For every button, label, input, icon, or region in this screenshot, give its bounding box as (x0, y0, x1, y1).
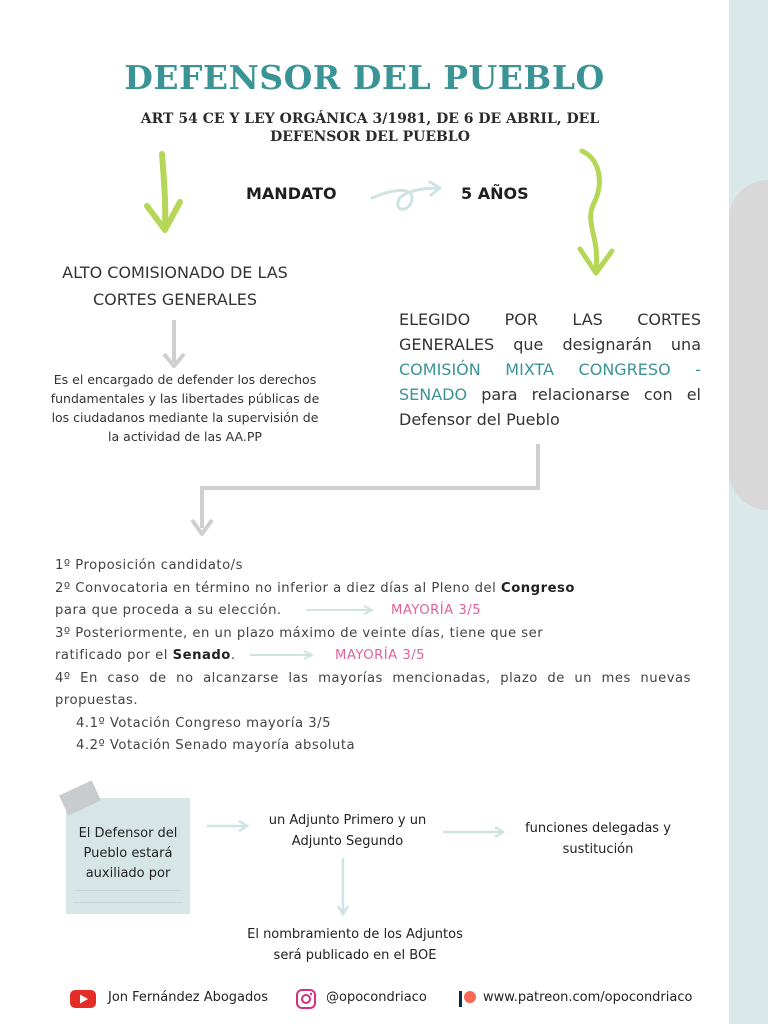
page-subtitle (130, 110, 610, 146)
step-3-arrow-icon (250, 650, 316, 660)
note-line-1: El Defensor del (78, 826, 178, 841)
encargado-description (30, 370, 340, 446)
step-3-line-2 (55, 645, 691, 668)
adjunto-arrow-icon (443, 826, 507, 838)
elegido-text (399, 307, 701, 432)
subtitle-line-1: ART 54 CE Y LEY ORGÁNICA 3/1981, DE 6 DE ABRIL, DEL (140, 111, 600, 127)
step-3-dot: . (230, 648, 236, 663)
instagram-icon (296, 989, 316, 1009)
mandato-label: MANDATO (246, 184, 337, 203)
adjunto-line-2: Adjunto Segundo (291, 834, 404, 849)
footer-youtube[interactable]: Jon Fernández Abogados (108, 990, 268, 1005)
encargado-line-4: la actividad de las AA.PP (108, 429, 262, 444)
note-arrow-icon (207, 820, 251, 832)
alto-line-2: CORTES GENERALES (92, 290, 258, 309)
step-1: 1º Proposición candidato/s (55, 558, 243, 573)
procedure-steps (55, 555, 691, 758)
gray-elbow-arrow-icon (190, 440, 550, 540)
loop-arrow-icon (368, 176, 446, 220)
page-title: DEFENSOR DEL PUEBLO (124, 58, 605, 97)
lime-arrow-wavy-icon (570, 145, 630, 285)
boe-line-2: será publicado en el BOE (273, 948, 437, 963)
step-2-majority: MAYORÍA 3/5 (391, 603, 482, 618)
step-4: 4º En caso de no alcanzarse las mayorías mencionadas, plazo de un mes nuevas propuestas. (55, 670, 691, 708)
step-2-eleccion: para que proceda a su elección. (55, 603, 282, 618)
funciones-line-1: funciones delegadas y (525, 821, 671, 836)
patreon-icon (458, 989, 478, 1009)
footer-patreon[interactable]: www.patreon.com/opocondriaco (483, 990, 693, 1005)
funciones-line-2: sustitución (562, 842, 634, 857)
step-2-line-2 (55, 600, 691, 623)
elegido-pre: ELEGIDO POR LAS CORTES GENERALES que designarán una (399, 310, 701, 354)
step-3-senado: Senado (172, 648, 231, 663)
funciones-text (508, 818, 688, 860)
sticky-note-text (68, 824, 188, 884)
boe-line-1: El nombramiento de los Adjuntos (247, 927, 463, 942)
subtitle-line-2: DEFENSOR DEL PUEBLO (270, 129, 470, 145)
note-line-2: Pueblo estará (83, 846, 173, 861)
adjunto-line-1: un Adjunto Primero y un (268, 813, 427, 828)
side-decoration-strip (729, 0, 768, 1024)
step-3-majority: MAYORÍA 3/5 (334, 648, 426, 663)
step-2-congreso: Congreso (501, 580, 575, 596)
alto-comisionado-text (40, 259, 310, 313)
side-decoration-shape (729, 180, 768, 510)
boe-text (225, 924, 485, 966)
adjuntos-text (250, 810, 445, 852)
step-2-text: 2º Convocatoria en término no inferior a diez días al Pleno del (55, 580, 502, 596)
comision-mixta-highlight: COMISIÓN MIXTA CONGRESO - SENADO (399, 360, 701, 404)
alto-line-1: ALTO COMISIONADO DE LAS (62, 263, 288, 282)
encargado-line-1: Es el encargado de defender los derechos (53, 372, 317, 387)
note-line-3: auxiliado por (85, 866, 171, 881)
mandato-value: 5 AÑOS (461, 184, 529, 203)
step-4-1: 4.1º Votación Congreso mayoría 3/5 (76, 715, 331, 731)
footer-instagram[interactable]: @opocondriaco (326, 990, 427, 1005)
elegido-post: para relacionarse con el Defensor del Pueblo (399, 385, 701, 429)
gray-arrow-down-icon (160, 318, 188, 370)
youtube-icon (70, 990, 96, 1008)
step-3: 3º Posteriormente, en un plazo máximo de veinte días, tiene que ser (55, 625, 544, 641)
boe-arrow-down-icon (336, 858, 350, 918)
step-2 (55, 578, 691, 601)
step-2-arrow-icon (306, 605, 376, 615)
encargado-line-3: los ciudadanos mediante la supervisión de (51, 410, 319, 425)
lime-arrow-down-left-icon (140, 150, 200, 240)
encargado-line-2: fundamentales y las libertades públicas de (50, 391, 320, 406)
step-4-2: 4.2º Votación Senado mayoría absoluta (76, 738, 356, 753)
step-3-ratificado: ratificado por el (55, 648, 173, 663)
